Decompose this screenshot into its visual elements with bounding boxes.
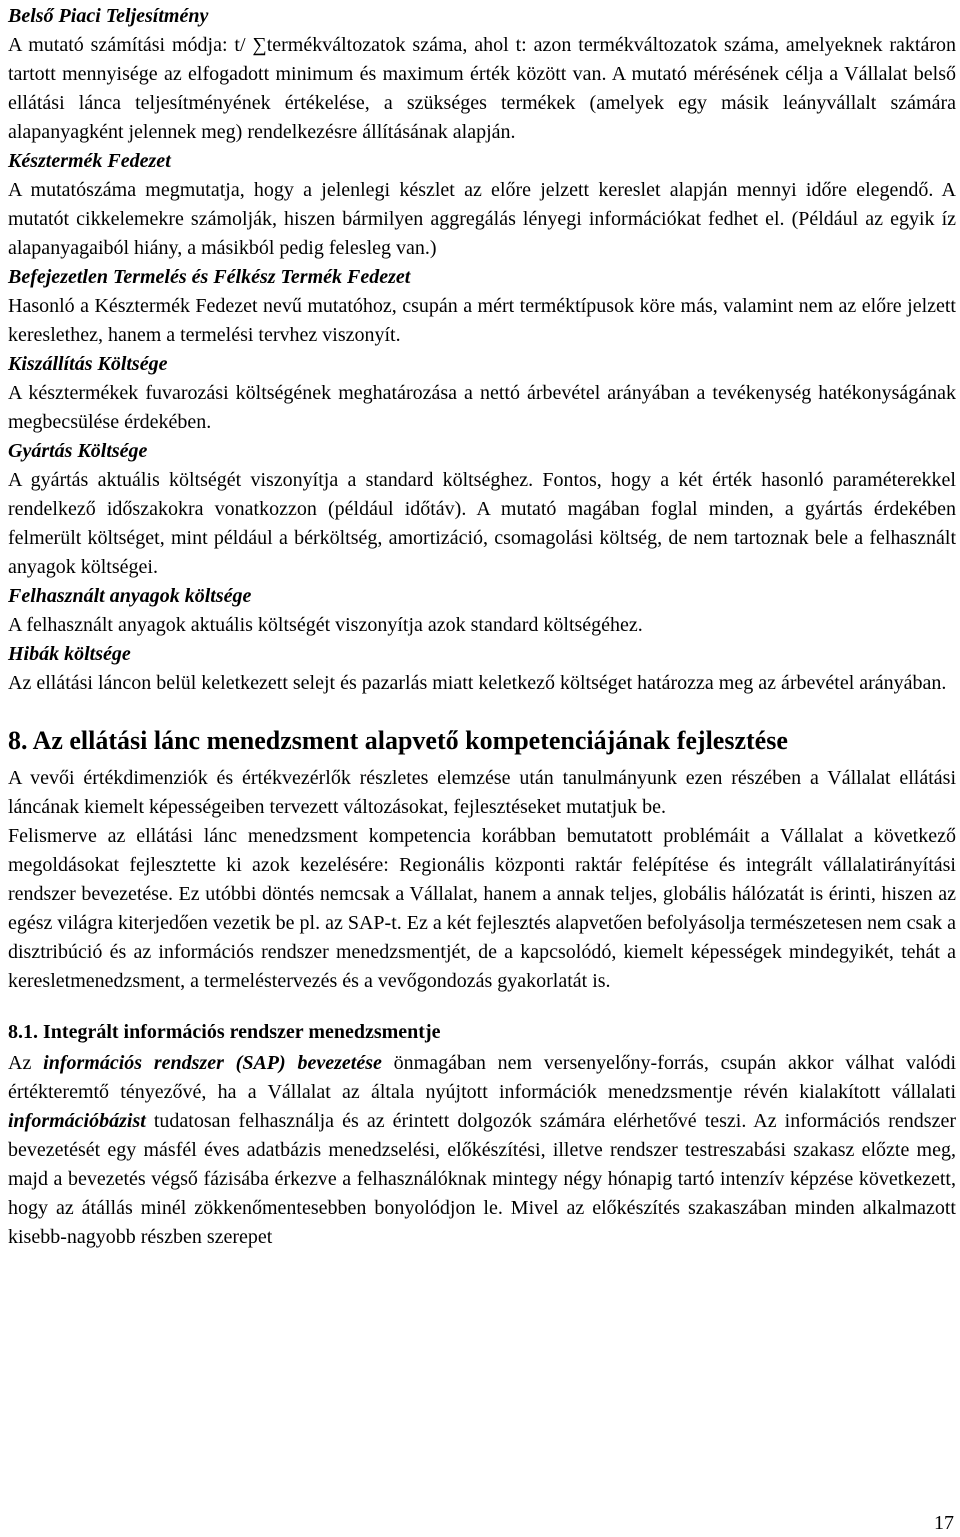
metric-term: Gyártás Költsége <box>8 440 148 462</box>
metric-term: Felhasznált anyagok költsége <box>8 585 252 607</box>
metric-description: A felhasznált anyagok aktuális költségét viszonyítja azok standard költségéhez. <box>8 614 643 636</box>
metric-description: A mutató számítási módja: t/ ∑termékváltozatok száma, ahol t: azon termékváltozatok száma, amelyeknek raktáron tartott mennyisége az elfogadott minimum és maximum érték között van. A mutató mérésének célja a Vállalat belső ellátási lánca teljesítményének értékelése, a szükséges termékek (amelyek egy másik leányvállalt számára alapanyagként jelennek meg) rendelkezésre állításának alapján. <box>8 34 956 143</box>
section-heading: 8.1. Integrált információs rendszer menedzsmentje <box>8 1021 441 1043</box>
metric-description: A gyártás aktuális költségét viszonyítja a standard költséghez. Fontos, hogy a két érték hasonló paraméterekkel rendelkező időszakokra vonatkozzon (például időtáv). A mutató magában foglal minden, a gyártás érdekében felmerült költséget, mint például a bérköltség, amortizáció, csomagolási költség, de nem tartoznak bele a felhasznált anyagok költségei. <box>8 469 956 578</box>
text-run: önmagában nem versenyelőny-forrás, csupán akkor válhat valódi értékteremtő tényezővé, ha a Vállalat az általa nyújtott információk menedzsmentje révén kialakított vállalati <box>8 1052 957 1103</box>
text-run: Az <box>8 1052 44 1074</box>
metric-term: Befejezetlen Termelés és Félkész Termék Fedezet <box>8 266 411 288</box>
chapter-paragraph: Felismerve az ellátási lánc menedzsment kompetencia korábban bemutatott problémáit a Vállalat a következő megoldásokat fejlesztette ki azok kezelésére: Regionális központi raktár felépítése és integrált vállalatirányítási rendszer bevezetése. Ez utóbbi döntés nemcsak a Vállalat, hanem a annak teljes, globális hálózatát is érinti, hiszen az egész világra kiterjedően vezetik be pl. az SAP-t. Ez a két fejlesztés alapvetően befolyásolja természetesen nem csak a disztribúció és az információs rendszer menedzsmentjét, de a kapcsolódó, kiemelt képességek mindegyikét, tehát a keresletmenedzsment, a termeléstervezés és a vevőgondozás gyakorlatát is. <box>8 825 956 992</box>
metric-definitions <box>8 2 956 698</box>
metric-description: A késztermékek fuvarozási költségének meghatározása a nettó árbevétel arányában a tevékenység hatékonyságának megbecsülése érdekében. <box>8 382 956 433</box>
section-8-1 <box>8 1018 956 1252</box>
metric-term: Hibák költsége <box>8 643 131 665</box>
emphasized-term: információs rendszer (SAP) bevezetése <box>43 1052 382 1074</box>
page-number: 17 <box>934 1512 954 1534</box>
section-paragraph <box>8 1049 956 1252</box>
emphasized-term: információbázist <box>8 1110 146 1132</box>
chapter-heading: 8. Az ellátási lánc menedzsment alapvető kompetenciájának fejlesztése <box>8 726 788 755</box>
metric-description: Hasonló a Késztermék Fedezet nevű mutatóhoz, csupán a mért terméktípusok köre más, valamint nem az előre jelzett kereslethez, hanem a termelési tervhez viszonyít. <box>8 295 956 346</box>
chapter-paragraph: A vevői értékdimenziók és értékvezérlők részletes elemzése után tanulmányunk ezen részében a Vállalat ellátási láncának kiemelt képességeiben tervezett változásokat, fejlesztéseket mutatjuk be. <box>8 767 956 818</box>
chapter-8 <box>8 724 956 996</box>
metric-term: Kiszállítás Költsége <box>8 353 168 375</box>
document-page <box>8 0 956 1252</box>
metric-description: Az ellátási láncon belül keletkezett selejt és pazarlás miatt keletkező költséget határozza meg az árbevétel arányában. <box>8 672 947 694</box>
metric-term: Belső Piaci Teljesítmény <box>8 5 209 27</box>
text-run: tudatosan felhasználja és az érintett dolgozók számára elérhetővé teszi. Az információs rendszer bevezetését egy másfél éves adatbázis menedzselési, előkészítési, illetve rendszer testreszabási szakasz előzte meg, majd a bevezetés végső fázisába érkezve a felhasználóknak mintegy négy hónapig tartó intenzív képzése következett, hogy az átállás minél zökkenőmentesebben bonyolódjon le. Mivel az előkészítés szakaszában minden alkalmazott kisebb-nagyobb részben szerepet <box>8 1110 956 1248</box>
metric-term: Késztermék Fedezet <box>8 150 171 172</box>
metric-description: A mutatószáma megmutatja, hogy a jelenlegi készlet az előre jelzett kereslet alapján mennyi időre elegendő. A mutatót cikkelemekre számolják, hiszen bármilyen aggregálás lényegi információkat fedhet el. (Például az egyik íz alapanyagaiból hiány, a másikból pedig felesleg van.) <box>8 179 956 259</box>
